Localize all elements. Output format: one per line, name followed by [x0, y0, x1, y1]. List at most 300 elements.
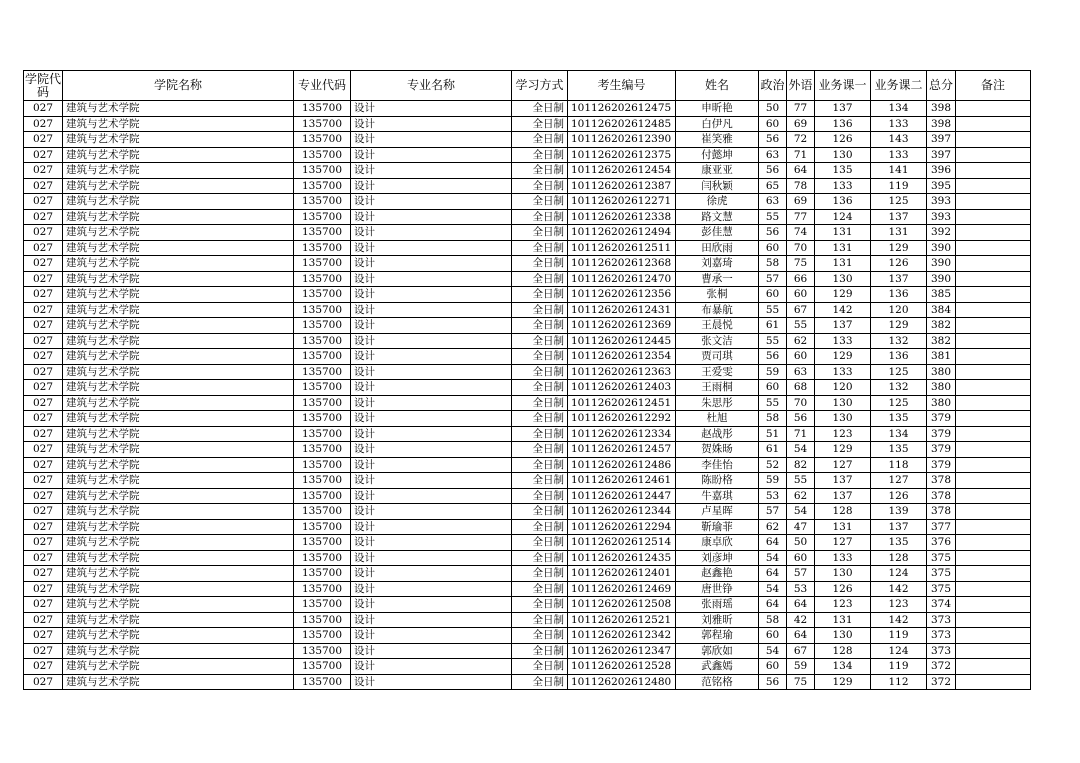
politics-score-cell: 63 [759, 194, 787, 210]
foreign-language-score-cell: 64 [787, 597, 815, 613]
study-mode-cell: 全日制 [512, 566, 568, 582]
major-name-cell: 设计 [351, 116, 512, 132]
total-score-cell: 378 [927, 473, 956, 489]
college-code-cell: 027 [24, 147, 63, 163]
remarks-cell [956, 457, 1031, 473]
foreign-language-score-cell: 72 [787, 132, 815, 148]
politics-score-cell: 59 [759, 473, 787, 489]
student-name-cell: 郭程瑜 [676, 628, 759, 644]
politics-score-cell: 58 [759, 256, 787, 272]
student-name-cell: 王雨桐 [676, 380, 759, 396]
remarks-cell [956, 597, 1031, 613]
college-name-cell: 建筑与艺术学院 [63, 349, 294, 365]
college-name-cell: 建筑与艺术学院 [63, 333, 294, 349]
study-mode-cell: 全日制 [512, 209, 568, 225]
college-code-cell: 027 [24, 287, 63, 303]
major-code-cell: 135700 [294, 209, 351, 225]
student-name-cell: 范铭格 [676, 674, 759, 690]
student-name-cell: 刘嘉琦 [676, 256, 759, 272]
politics-score-cell: 60 [759, 240, 787, 256]
major-code-cell: 135700 [294, 225, 351, 241]
subject-two-score-cell: 123 [871, 597, 927, 613]
student-name-cell: 付懿坤 [676, 147, 759, 163]
student-name-cell: 王爱雯 [676, 364, 759, 380]
major-code-cell: 135700 [294, 473, 351, 489]
major-name-cell: 设计 [351, 302, 512, 318]
remarks-cell [956, 442, 1031, 458]
college-code-cell: 027 [24, 519, 63, 535]
college-code-cell: 027 [24, 597, 63, 613]
candidate-number-cell: 101126202612528 [568, 659, 676, 675]
politics-score-cell: 55 [759, 333, 787, 349]
student-name-cell: 张雨瑶 [676, 597, 759, 613]
politics-score-cell: 60 [759, 380, 787, 396]
header-politics: 政治 [759, 71, 787, 101]
total-score-cell: 390 [927, 271, 956, 287]
table-row [24, 581, 1031, 597]
candidate-number-cell: 101126202612451 [568, 395, 676, 411]
college-name-cell: 建筑与艺术学院 [63, 519, 294, 535]
college-name-cell: 建筑与艺术学院 [63, 194, 294, 210]
subject-two-score-cell: 124 [871, 566, 927, 582]
major-code-cell: 135700 [294, 597, 351, 613]
candidate-number-cell: 101126202612356 [568, 287, 676, 303]
table-row [24, 333, 1031, 349]
header-total-score: 总分 [927, 71, 956, 101]
politics-score-cell: 51 [759, 426, 787, 442]
subject-one-score-cell: 129 [815, 442, 871, 458]
table-row [24, 178, 1031, 194]
major-name-cell: 设计 [351, 178, 512, 194]
remarks-cell [956, 101, 1031, 117]
study-mode-cell: 全日制 [512, 488, 568, 504]
politics-score-cell: 60 [759, 287, 787, 303]
major-name-cell: 设计 [351, 364, 512, 380]
subject-two-score-cell: 132 [871, 333, 927, 349]
candidate-number-cell: 101126202612521 [568, 612, 676, 628]
total-score-cell: 379 [927, 457, 956, 473]
college-code-cell: 027 [24, 643, 63, 659]
total-score-cell: 393 [927, 209, 956, 225]
remarks-cell [956, 256, 1031, 272]
total-score-cell: 374 [927, 597, 956, 613]
study-mode-cell: 全日制 [512, 163, 568, 179]
remarks-cell [956, 519, 1031, 535]
major-code-cell: 135700 [294, 240, 351, 256]
college-code-cell: 027 [24, 395, 63, 411]
major-name-cell: 设计 [351, 550, 512, 566]
college-code-cell: 027 [24, 488, 63, 504]
major-code-cell: 135700 [294, 333, 351, 349]
politics-score-cell: 60 [759, 659, 787, 675]
college-name-cell: 建筑与艺术学院 [63, 628, 294, 644]
student-name-cell: 曹承一 [676, 271, 759, 287]
college-code-cell: 027 [24, 566, 63, 582]
college-code-cell: 027 [24, 674, 63, 690]
major-name-cell: 设计 [351, 163, 512, 179]
college-name-cell: 建筑与艺术学院 [63, 550, 294, 566]
politics-score-cell: 60 [759, 116, 787, 132]
subject-one-score-cell: 129 [815, 674, 871, 690]
subject-two-score-cell: 136 [871, 349, 927, 365]
table-row [24, 349, 1031, 365]
politics-score-cell: 56 [759, 349, 787, 365]
student-name-cell: 靳瑜菲 [676, 519, 759, 535]
subject-two-score-cell: 134 [871, 101, 927, 117]
candidate-number-cell: 101126202612294 [568, 519, 676, 535]
major-name-cell: 设计 [351, 674, 512, 690]
table-row [24, 147, 1031, 163]
total-score-cell: 382 [927, 333, 956, 349]
study-mode-cell: 全日制 [512, 225, 568, 241]
subject-two-score-cell: 133 [871, 116, 927, 132]
subject-one-score-cell: 127 [815, 535, 871, 551]
admission-score-table [23, 70, 1031, 690]
total-score-cell: 379 [927, 426, 956, 442]
subject-two-score-cell: 137 [871, 271, 927, 287]
candidate-number-cell: 101126202612271 [568, 194, 676, 210]
foreign-language-score-cell: 54 [787, 504, 815, 520]
table-row [24, 411, 1031, 427]
study-mode-cell: 全日制 [512, 581, 568, 597]
college-code-cell: 027 [24, 550, 63, 566]
college-code-cell: 027 [24, 116, 63, 132]
header-name: 姓名 [676, 71, 759, 101]
college-name-cell: 建筑与艺术学院 [63, 612, 294, 628]
politics-score-cell: 62 [759, 519, 787, 535]
major-code-cell: 135700 [294, 287, 351, 303]
politics-score-cell: 56 [759, 163, 787, 179]
major-code-cell: 135700 [294, 302, 351, 318]
table-row [24, 395, 1031, 411]
college-name-cell: 建筑与艺术学院 [63, 581, 294, 597]
college-name-cell: 建筑与艺术学院 [63, 147, 294, 163]
major-name-cell: 设计 [351, 566, 512, 582]
student-name-cell: 贺姝旸 [676, 442, 759, 458]
subject-one-score-cell: 131 [815, 240, 871, 256]
major-name-cell: 设计 [351, 333, 512, 349]
study-mode-cell: 全日制 [512, 240, 568, 256]
major-name-cell: 设计 [351, 442, 512, 458]
college-code-cell: 027 [24, 302, 63, 318]
student-name-cell: 申昕艳 [676, 101, 759, 117]
remarks-cell [956, 194, 1031, 210]
total-score-cell: 382 [927, 318, 956, 334]
college-code-cell: 027 [24, 659, 63, 675]
foreign-language-score-cell: 62 [787, 333, 815, 349]
student-name-cell: 杜旭 [676, 411, 759, 427]
major-name-cell: 设计 [351, 535, 512, 551]
total-score-cell: 373 [927, 612, 956, 628]
table-row [24, 628, 1031, 644]
student-name-cell: 王晨悦 [676, 318, 759, 334]
study-mode-cell: 全日制 [512, 473, 568, 489]
candidate-number-cell: 101126202612342 [568, 628, 676, 644]
subject-one-score-cell: 131 [815, 612, 871, 628]
major-name-cell: 设计 [351, 271, 512, 287]
major-code-cell: 135700 [294, 581, 351, 597]
major-code-cell: 135700 [294, 643, 351, 659]
subject-two-score-cell: 120 [871, 302, 927, 318]
college-code-cell: 027 [24, 442, 63, 458]
major-code-cell: 135700 [294, 504, 351, 520]
politics-score-cell: 64 [759, 597, 787, 613]
politics-score-cell: 55 [759, 302, 787, 318]
candidate-number-cell: 101126202612480 [568, 674, 676, 690]
major-code-cell: 135700 [294, 612, 351, 628]
total-score-cell: 397 [927, 132, 956, 148]
candidate-number-cell: 101126202612514 [568, 535, 676, 551]
subject-one-score-cell: 137 [815, 488, 871, 504]
remarks-cell [956, 535, 1031, 551]
student-name-cell: 路文慧 [676, 209, 759, 225]
candidate-number-cell: 101126202612338 [568, 209, 676, 225]
subject-two-score-cell: 128 [871, 550, 927, 566]
major-name-cell: 设计 [351, 504, 512, 520]
college-name-cell: 建筑与艺术学院 [63, 225, 294, 241]
major-name-cell: 设计 [351, 147, 512, 163]
total-score-cell: 378 [927, 504, 956, 520]
remarks-cell [956, 287, 1031, 303]
subject-two-score-cell: 126 [871, 256, 927, 272]
foreign-language-score-cell: 57 [787, 566, 815, 582]
study-mode-cell: 全日制 [512, 116, 568, 132]
foreign-language-score-cell: 74 [787, 225, 815, 241]
politics-score-cell: 65 [759, 178, 787, 194]
table-row [24, 116, 1031, 132]
remarks-cell [956, 566, 1031, 582]
candidate-number-cell: 101126202612445 [568, 333, 676, 349]
candidate-number-cell: 101126202612401 [568, 566, 676, 582]
table-row [24, 535, 1031, 551]
student-name-cell: 崔笑雅 [676, 132, 759, 148]
major-name-cell: 设计 [351, 597, 512, 613]
student-name-cell: 徐虎 [676, 194, 759, 210]
college-code-cell: 027 [24, 163, 63, 179]
table-row [24, 674, 1031, 690]
politics-score-cell: 58 [759, 612, 787, 628]
student-name-cell: 武鑫嫣 [676, 659, 759, 675]
college-code-cell: 027 [24, 612, 63, 628]
subject-one-score-cell: 130 [815, 566, 871, 582]
major-name-cell: 设计 [351, 411, 512, 427]
subject-one-score-cell: 133 [815, 364, 871, 380]
major-code-cell: 135700 [294, 457, 351, 473]
subject-two-score-cell: 133 [871, 147, 927, 163]
college-code-cell: 027 [24, 581, 63, 597]
politics-score-cell: 54 [759, 643, 787, 659]
student-name-cell: 卢星晖 [676, 504, 759, 520]
subject-two-score-cell: 134 [871, 426, 927, 442]
major-code-cell: 135700 [294, 674, 351, 690]
college-name-cell: 建筑与艺术学院 [63, 318, 294, 334]
table-row [24, 364, 1031, 380]
college-name-cell: 建筑与艺术学院 [63, 287, 294, 303]
remarks-cell [956, 349, 1031, 365]
subject-two-score-cell: 126 [871, 488, 927, 504]
student-name-cell: 张桐 [676, 287, 759, 303]
table-row [24, 163, 1031, 179]
remarks-cell [956, 209, 1031, 225]
study-mode-cell: 全日制 [512, 178, 568, 194]
subject-one-score-cell: 123 [815, 426, 871, 442]
major-code-cell: 135700 [294, 364, 351, 380]
major-code-cell: 135700 [294, 132, 351, 148]
student-name-cell: 牛嘉琪 [676, 488, 759, 504]
study-mode-cell: 全日制 [512, 457, 568, 473]
remarks-cell [956, 395, 1031, 411]
foreign-language-score-cell: 68 [787, 380, 815, 396]
foreign-language-score-cell: 54 [787, 442, 815, 458]
subject-one-score-cell: 133 [815, 178, 871, 194]
student-name-cell: 李佳怡 [676, 457, 759, 473]
candidate-number-cell: 101126202612469 [568, 581, 676, 597]
candidate-number-cell: 101126202612431 [568, 302, 676, 318]
total-score-cell: 375 [927, 550, 956, 566]
college-code-cell: 027 [24, 318, 63, 334]
foreign-language-score-cell: 64 [787, 163, 815, 179]
total-score-cell: 376 [927, 535, 956, 551]
politics-score-cell: 58 [759, 411, 787, 427]
total-score-cell: 398 [927, 101, 956, 117]
foreign-language-score-cell: 56 [787, 411, 815, 427]
foreign-language-score-cell: 67 [787, 302, 815, 318]
remarks-cell [956, 504, 1031, 520]
remarks-cell [956, 116, 1031, 132]
college-code-cell: 027 [24, 178, 63, 194]
subject-one-score-cell: 135 [815, 163, 871, 179]
table-row [24, 488, 1031, 504]
subject-two-score-cell: 129 [871, 318, 927, 334]
college-code-cell: 027 [24, 457, 63, 473]
major-code-cell: 135700 [294, 519, 351, 535]
college-code-cell: 027 [24, 349, 63, 365]
total-score-cell: 381 [927, 349, 956, 365]
student-name-cell: 郭欣如 [676, 643, 759, 659]
table-row [24, 302, 1031, 318]
college-code-cell: 027 [24, 411, 63, 427]
student-name-cell: 刘雅昕 [676, 612, 759, 628]
subject-one-score-cell: 137 [815, 101, 871, 117]
total-score-cell: 378 [927, 488, 956, 504]
candidate-number-cell: 101126202612334 [568, 426, 676, 442]
total-score-cell: 377 [927, 519, 956, 535]
subject-two-score-cell: 142 [871, 581, 927, 597]
foreign-language-score-cell: 59 [787, 659, 815, 675]
college-name-cell: 建筑与艺术学院 [63, 163, 294, 179]
major-name-cell: 设计 [351, 287, 512, 303]
study-mode-cell: 全日制 [512, 535, 568, 551]
subject-one-score-cell: 128 [815, 643, 871, 659]
student-name-cell: 康卓欣 [676, 535, 759, 551]
study-mode-cell: 全日制 [512, 550, 568, 566]
politics-score-cell: 56 [759, 225, 787, 241]
major-name-cell: 设计 [351, 240, 512, 256]
foreign-language-score-cell: 70 [787, 240, 815, 256]
study-mode-cell: 全日制 [512, 147, 568, 163]
foreign-language-score-cell: 60 [787, 287, 815, 303]
subject-two-score-cell: 118 [871, 457, 927, 473]
study-mode-cell: 全日制 [512, 442, 568, 458]
politics-score-cell: 61 [759, 318, 787, 334]
candidate-number-cell: 101126202612508 [568, 597, 676, 613]
politics-score-cell: 55 [759, 209, 787, 225]
remarks-cell [956, 659, 1031, 675]
total-score-cell: 373 [927, 643, 956, 659]
major-code-cell: 135700 [294, 163, 351, 179]
college-name-cell: 建筑与艺术学院 [63, 132, 294, 148]
total-score-cell: 380 [927, 380, 956, 396]
total-score-cell: 398 [927, 116, 956, 132]
college-name-cell: 建筑与艺术学院 [63, 659, 294, 675]
study-mode-cell: 全日制 [512, 271, 568, 287]
subject-two-score-cell: 129 [871, 240, 927, 256]
student-name-cell: 闫秋颖 [676, 178, 759, 194]
remarks-cell [956, 302, 1031, 318]
subject-two-score-cell: 136 [871, 287, 927, 303]
college-name-cell: 建筑与艺术学院 [63, 380, 294, 396]
college-name-cell: 建筑与艺术学院 [63, 240, 294, 256]
candidate-number-cell: 101126202612511 [568, 240, 676, 256]
major-name-cell: 设计 [351, 318, 512, 334]
student-name-cell: 赵鑫艳 [676, 566, 759, 582]
foreign-language-score-cell: 78 [787, 178, 815, 194]
college-code-cell: 027 [24, 504, 63, 520]
subject-two-score-cell: 141 [871, 163, 927, 179]
foreign-language-score-cell: 66 [787, 271, 815, 287]
candidate-number-cell: 101126202612344 [568, 504, 676, 520]
remarks-cell [956, 318, 1031, 334]
candidate-number-cell: 101126202612375 [568, 147, 676, 163]
total-score-cell: 380 [927, 395, 956, 411]
table-row [24, 194, 1031, 210]
major-name-cell: 设计 [351, 457, 512, 473]
table-row [24, 612, 1031, 628]
major-name-cell: 设计 [351, 581, 512, 597]
politics-score-cell: 56 [759, 132, 787, 148]
total-score-cell: 375 [927, 581, 956, 597]
student-name-cell: 朱思彤 [676, 395, 759, 411]
politics-score-cell: 54 [759, 550, 787, 566]
foreign-language-score-cell: 77 [787, 101, 815, 117]
college-name-cell: 建筑与艺术学院 [63, 473, 294, 489]
major-code-cell: 135700 [294, 426, 351, 442]
candidate-number-cell: 101126202612354 [568, 349, 676, 365]
subject-one-score-cell: 137 [815, 318, 871, 334]
study-mode-cell: 全日制 [512, 612, 568, 628]
college-code-cell: 027 [24, 101, 63, 117]
table-row [24, 442, 1031, 458]
major-name-cell: 设计 [351, 628, 512, 644]
college-name-cell: 建筑与艺术学院 [63, 457, 294, 473]
college-name-cell: 建筑与艺术学院 [63, 256, 294, 272]
subject-one-score-cell: 133 [815, 550, 871, 566]
college-name-cell: 建筑与艺术学院 [63, 488, 294, 504]
student-name-cell: 康亚亚 [676, 163, 759, 179]
remarks-cell [956, 333, 1031, 349]
college-name-cell: 建筑与艺术学院 [63, 364, 294, 380]
foreign-language-score-cell: 60 [787, 550, 815, 566]
foreign-language-score-cell: 55 [787, 318, 815, 334]
foreign-language-score-cell: 50 [787, 535, 815, 551]
table-row [24, 643, 1031, 659]
subject-two-score-cell: 137 [871, 209, 927, 225]
major-code-cell: 135700 [294, 535, 351, 551]
remarks-cell [956, 178, 1031, 194]
college-name-cell: 建筑与艺术学院 [63, 271, 294, 287]
politics-score-cell: 59 [759, 364, 787, 380]
foreign-language-score-cell: 63 [787, 364, 815, 380]
